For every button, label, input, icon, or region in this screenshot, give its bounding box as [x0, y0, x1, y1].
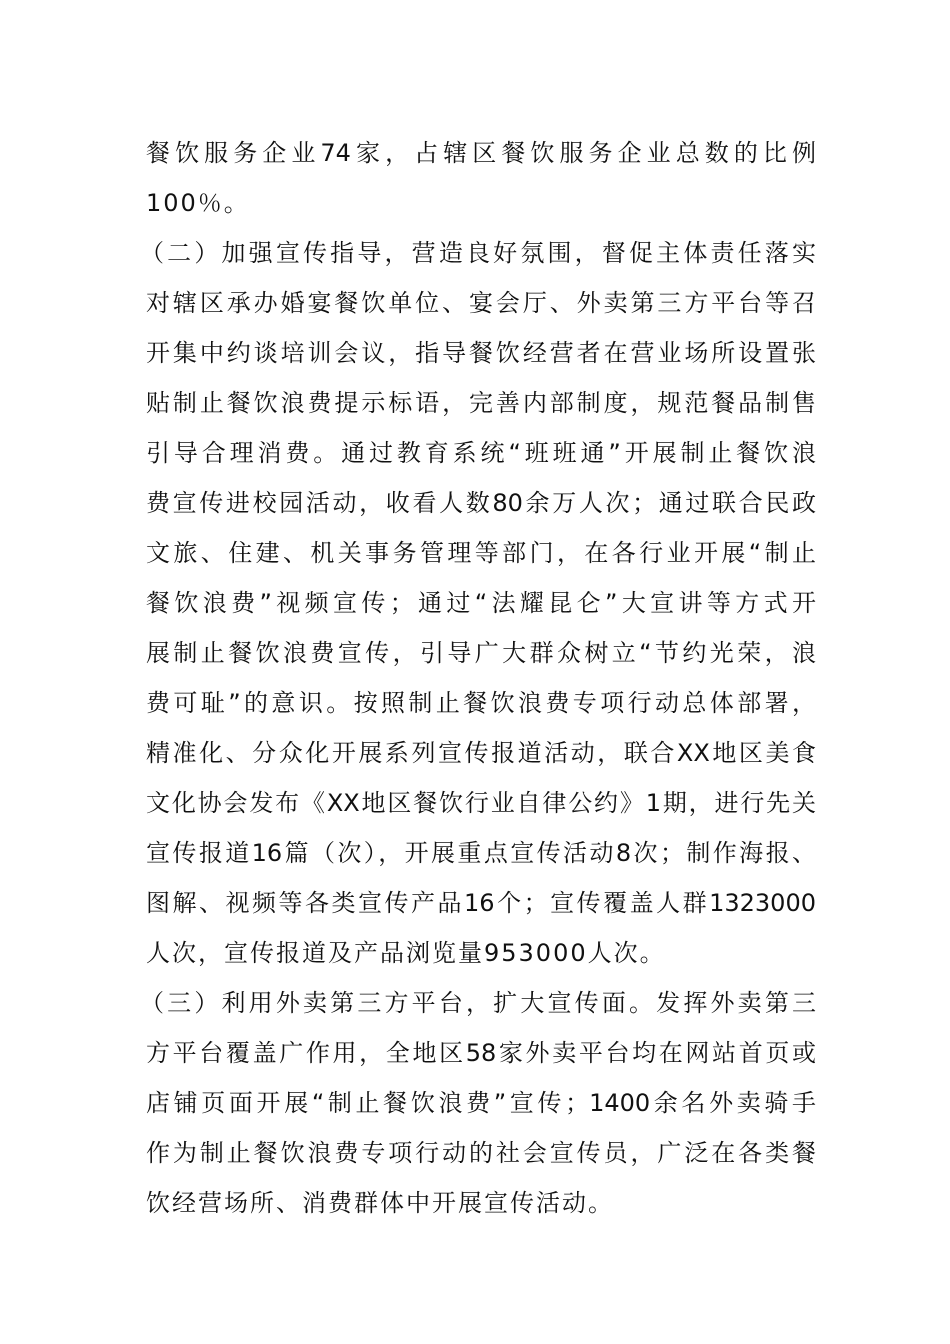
- text-line: 精准化、分众化开展系列宣传报道活动，联合XX地区美食: [146, 739, 816, 767]
- text-line: 作为制止餐饮浪费专项行动的社会宣传员，广泛在各类餐: [146, 1139, 816, 1167]
- text-line: 方平台覆盖广作用，全地区58家外卖平台均在网站首页或: [146, 1039, 816, 1067]
- text-line: 店铺页面开展“制止餐饮浪费”宣传；1400余名外卖骑手: [146, 1089, 816, 1117]
- text-line: 文旅、住建、机关事务管理等部门，在各行业开展“制止: [146, 539, 816, 567]
- text-line: 费可耻”的意识。按照制止餐饮浪费专项行动总体部署，: [146, 689, 816, 717]
- text-line: 文化协会发布《XX地区餐饮行业自律公约》1期，进行先关: [146, 789, 816, 817]
- text-line: 贴制止餐饮浪费提示标语，完善内部制度，规范餐品制售: [146, 389, 816, 417]
- text-line: 宣传报道16篇（次），开展重点宣传活动8次；制作海报、: [146, 839, 816, 867]
- section-heading-line: （三）利用外卖第三方平台，扩大宣传面。发挥外卖第三: [140, 989, 816, 1017]
- text-line: 人次，宣传报道及产品浏览量953000人次。: [146, 939, 666, 967]
- text-line: 开集中约谈培训会议，指导餐饮经营者在营业场所设置张: [146, 339, 816, 367]
- document-body: [140, 128, 816, 1228]
- text-line: 引导合理消费。通过教育系统“班班通”开展制止餐饮浪: [146, 439, 816, 467]
- text-line: 餐饮服务企业74家，占辖区餐饮服务企业总数的比例: [146, 139, 816, 167]
- text-line: 饮经营场所、消费群体中开展宣传活动。: [146, 1189, 614, 1217]
- text-line: 图解、视频等各类宣传产品16个；宣传覆盖人群1323000: [146, 889, 816, 917]
- text-line: 展制止餐饮浪费宣传，引导广大群众树立“节约光荣，浪: [146, 639, 816, 667]
- section-heading-line: （二）加强宣传指导，营造良好氛围，督促主体责任落实: [140, 239, 816, 267]
- text-line: 费宣传进校园活动，收看人数80余万人次；通过联合民政: [146, 489, 816, 517]
- text-line: 餐饮浪费”视频宣传；通过“法耀昆仑”大宣讲等方式开: [146, 589, 816, 617]
- text-line: 100％。: [146, 189, 250, 217]
- text-line: 对辖区承办婚宴餐饮单位、宴会厅、外卖第三方平台等召: [146, 289, 816, 317]
